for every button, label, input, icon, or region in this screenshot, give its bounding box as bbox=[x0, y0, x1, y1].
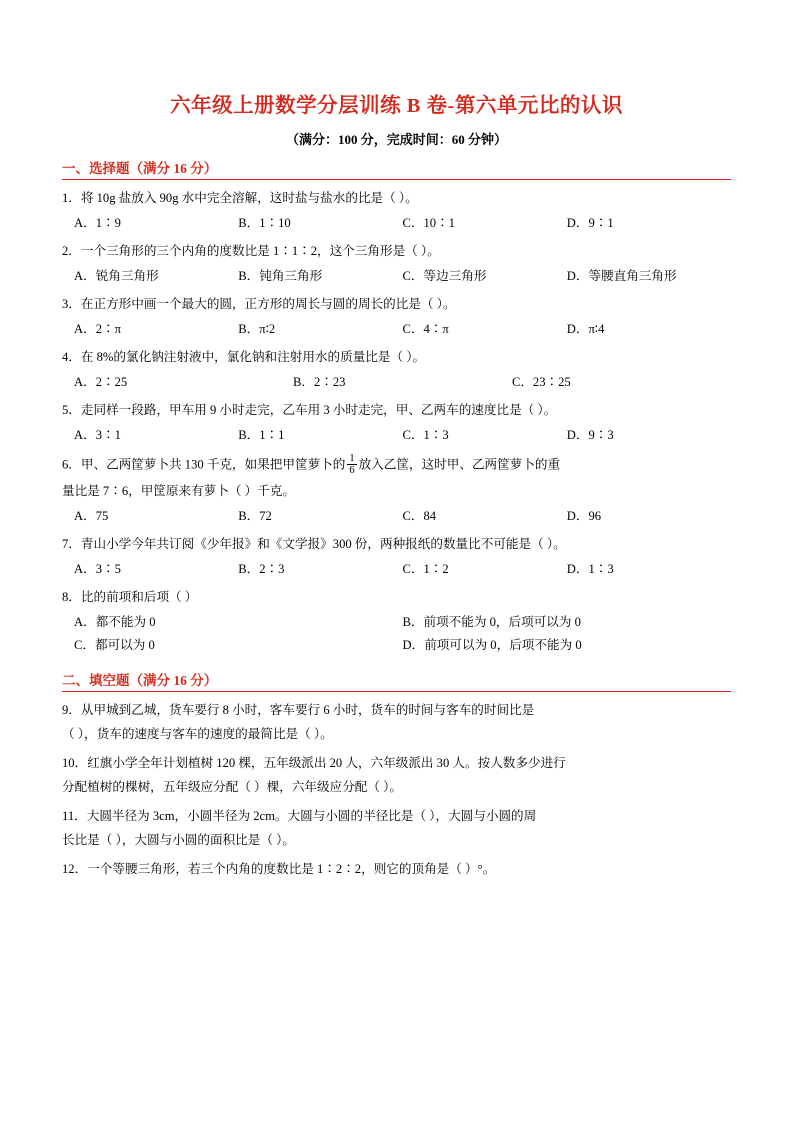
question-6-stem bbox=[62, 454, 731, 477]
option-b[interactable]: B．1∶1 bbox=[238, 427, 285, 442]
question-5 bbox=[62, 401, 731, 445]
question-2-stem: 2．一个三角形的三个内角的度数比是 1∶1∶2，这个三角形是（ ）。 bbox=[62, 244, 440, 259]
question-7-stem: 7．青山小学今年共订阅《少年报》和《文学报》300 份，两种报纸的数量比不可能是（ ）。 bbox=[62, 537, 566, 552]
fraction-denominator: 6 bbox=[349, 465, 355, 477]
option-a[interactable]: A．75 bbox=[74, 508, 109, 523]
question-8-options-row1 bbox=[62, 613, 731, 633]
option-b[interactable]: B．π∶2 bbox=[238, 321, 276, 336]
option-b[interactable]: B．2∶3 bbox=[238, 561, 285, 576]
option-b[interactable]: B．前项不能为 0，后项可以为 0 bbox=[402, 614, 581, 629]
section-heading-fill: 二、填空题（满分 16 分） bbox=[62, 669, 731, 692]
question-7-options bbox=[62, 560, 731, 580]
option-b[interactable]: B．72 bbox=[238, 508, 272, 523]
option-a[interactable]: A．锐角三角形 bbox=[74, 268, 159, 283]
option-a[interactable]: A．3∶1 bbox=[74, 427, 121, 442]
option-d[interactable]: D．9∶1 bbox=[566, 215, 614, 230]
option-d[interactable]: D．9∶3 bbox=[566, 427, 614, 442]
option-c[interactable]: C．都可以为 0 bbox=[74, 638, 155, 653]
question-11-line2[interactable]: 长比是（ ），大圆与小圆的面积比是（ ）。 bbox=[62, 833, 295, 848]
question-12 bbox=[62, 860, 731, 880]
option-b[interactable]: B．钝角三角形 bbox=[238, 268, 323, 283]
option-d[interactable]: D．96 bbox=[566, 508, 602, 523]
question-6 bbox=[62, 454, 731, 526]
question-9-line2[interactable]: （ ），货车的速度与客车的速度的最简比是（ ）。 bbox=[62, 727, 333, 742]
question-5-options bbox=[62, 426, 731, 446]
option-c[interactable]: C．23∶25 bbox=[511, 374, 571, 389]
question-4-options bbox=[62, 373, 731, 393]
question-2-options bbox=[62, 267, 731, 287]
option-c[interactable]: C．1∶2 bbox=[402, 561, 449, 576]
option-c[interactable]: C．等边三角形 bbox=[402, 268, 487, 283]
fraction-one-sixth bbox=[347, 453, 356, 476]
question-3-stem: 3．在正方形中画一个最大的圆，正方形的周长与圆的周长的比是（ ）。 bbox=[62, 297, 456, 312]
option-c[interactable]: C．4∶π bbox=[402, 321, 449, 336]
option-c[interactable]: C．10∶1 bbox=[402, 215, 455, 230]
option-a[interactable]: A．1∶9 bbox=[74, 215, 121, 230]
fraction-numerator: 1 bbox=[349, 453, 355, 465]
page-title: 六年级上册数学分层训练 B 卷-第六单元比的认识 bbox=[170, 95, 623, 117]
question-10-line1: 10．红旗小学全年计划植树 120 棵，五年级派出 20 人，六年级派出 30 人。按人数多少进行 bbox=[62, 755, 566, 770]
question-5-stem: 5．走同样一段路，甲车用 9 小时走完，乙车用 3 小时走完，甲、乙两车的速度比是（ ）。 bbox=[62, 403, 557, 418]
question-4 bbox=[62, 348, 731, 392]
page-subtitle: （满分：100 分，完成时间：60 分钟） bbox=[285, 132, 507, 147]
option-d[interactable]: D．等腰直角三角形 bbox=[566, 268, 677, 283]
question-6-options bbox=[62, 507, 731, 527]
question-1 bbox=[62, 189, 731, 233]
question-6-stem-pre: 6．甲、乙两筐萝卜共 130 千克，如果把甲筐萝卜的 bbox=[62, 457, 346, 472]
question-8-options-row2 bbox=[62, 636, 731, 656]
question-10 bbox=[62, 754, 731, 798]
option-b[interactable]: B．2∶23 bbox=[292, 374, 346, 389]
question-11 bbox=[62, 807, 731, 851]
question-9-line1: 9．从甲城到乙城，货车要行 8 小时，客车要行 6 小时，货车的时间与客车的时间比是 bbox=[62, 702, 535, 717]
option-a[interactable]: A．都不能为 0 bbox=[74, 614, 156, 629]
question-3 bbox=[62, 295, 731, 339]
question-9 bbox=[62, 701, 731, 745]
question-7 bbox=[62, 535, 731, 579]
question-11-line1: 11．大圆半径为 3cm，小圆半径为 2cm。大圆与小圆的半径比是（ ），大圆与小圆的周 bbox=[62, 808, 537, 823]
question-10-line2[interactable]: 分配植树的棵树，五年级应分配（ ）棵，六年级应分配（ ）。 bbox=[62, 780, 403, 795]
question-4-stem: 4．在 8%的氯化钠注射液中，氯化钠和注射用水的质量比是（ ）。 bbox=[62, 350, 426, 365]
question-1-options bbox=[62, 214, 731, 234]
option-c[interactable]: C．1∶3 bbox=[402, 427, 449, 442]
question-3-options bbox=[62, 320, 731, 340]
option-c[interactable]: C．84 bbox=[402, 508, 437, 523]
question-6-stem-post: 放入乙筐，这时甲、乙两筐萝卜的重 bbox=[358, 457, 561, 472]
question-8-stem: 8．比的前项和后项（ ） bbox=[62, 590, 198, 605]
option-a[interactable]: A．2∶25 bbox=[74, 374, 128, 389]
option-d[interactable]: D．1∶3 bbox=[566, 561, 614, 576]
option-a[interactable]: A．2∶π bbox=[74, 321, 121, 336]
question-8 bbox=[62, 588, 731, 656]
question-1-stem: 1．将 10g 盐放入 90g 水中完全溶解，这时盐与盐水的比是（ ）。 bbox=[62, 191, 418, 205]
option-b[interactable]: B．1∶10 bbox=[238, 215, 291, 230]
option-a[interactable]: A．3∶5 bbox=[74, 561, 121, 576]
question-2 bbox=[62, 242, 731, 286]
option-d[interactable]: D．前项可以为 0，后项不能为 0 bbox=[402, 638, 582, 653]
question-12-line1[interactable]: 12．一个等腰三角形，若三个内角的度数比是 1∶2∶2，则它的顶角是（ ）°。 bbox=[62, 861, 496, 876]
option-d[interactable]: D．π∶4 bbox=[566, 321, 605, 336]
question-6-stem-line2: 量比是 7∶6，甲筐原来有萝卜（ ）千克。 bbox=[62, 484, 295, 499]
section-heading-choice: 一、选择题（满分 16 分） bbox=[62, 157, 731, 180]
